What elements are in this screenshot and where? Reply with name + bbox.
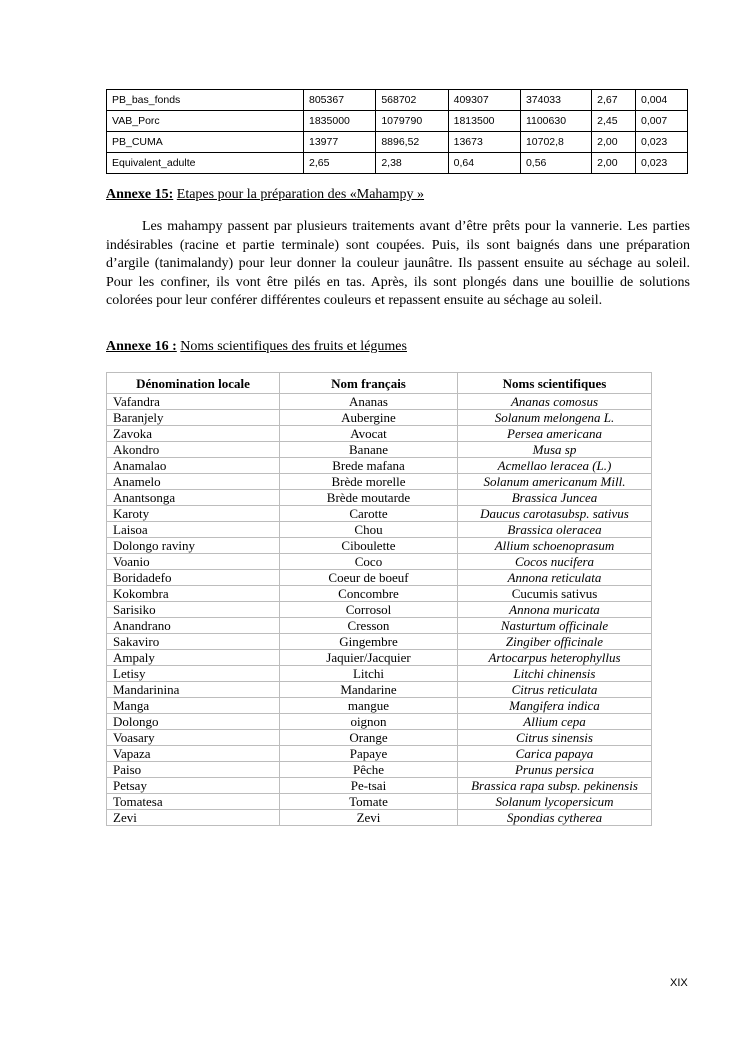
annexe-15-title: Etapes pour la préparation des «Mahampy » bbox=[176, 187, 425, 202]
local-name-cell: Karoty bbox=[107, 506, 280, 522]
table-cell: 568702 bbox=[376, 90, 448, 111]
french-name-cell: Orange bbox=[280, 730, 458, 746]
annexe-15-heading bbox=[106, 187, 424, 203]
table-cell: 2,45 bbox=[592, 111, 636, 132]
french-name-cell: Zevi bbox=[280, 810, 458, 826]
scientific-name-cell: Artocarpus heterophyllus bbox=[458, 650, 652, 666]
local-name-cell: Zavoka bbox=[107, 426, 280, 442]
scientific-name-cell: Prunus persica bbox=[458, 762, 652, 778]
table-row bbox=[107, 554, 652, 570]
annexe-16-label: Annexe 16 : bbox=[106, 339, 177, 354]
scientific-name-cell: Litchi chinensis bbox=[458, 666, 652, 682]
table-row bbox=[107, 618, 652, 634]
table-row bbox=[107, 602, 652, 618]
table-row bbox=[107, 153, 688, 174]
table-row bbox=[107, 132, 688, 153]
table-row bbox=[107, 90, 688, 111]
scientific-name-cell: Mangifera indica bbox=[458, 698, 652, 714]
local-name-cell: Boridadefo bbox=[107, 570, 280, 586]
table-row bbox=[107, 410, 652, 426]
scientific-name-cell: Brassica Juncea bbox=[458, 490, 652, 506]
table-row bbox=[107, 426, 652, 442]
table-cell: 374033 bbox=[520, 90, 591, 111]
table-cell: 2,00 bbox=[592, 132, 636, 153]
table-cell: 1079790 bbox=[376, 111, 448, 132]
french-name-cell: Brède morelle bbox=[280, 474, 458, 490]
table-row bbox=[107, 394, 652, 410]
table-cell: 0,56 bbox=[520, 153, 591, 174]
row-label: Equivalent_adulte bbox=[107, 153, 304, 174]
table-row bbox=[107, 570, 652, 586]
table-cell: 1813500 bbox=[448, 111, 520, 132]
table-row bbox=[107, 666, 652, 682]
french-name-cell: Carotte bbox=[280, 506, 458, 522]
table-row bbox=[107, 474, 652, 490]
scientific-name-cell: Solanum lycopersicum bbox=[458, 794, 652, 810]
table-cell: 2,65 bbox=[304, 153, 376, 174]
scientific-name-cell: Annona muricata bbox=[458, 602, 652, 618]
scientific-name-cell: Brassica rapa subsp. pekinensis bbox=[458, 778, 652, 794]
scientific-name-cell: Solanum americanum Mill. bbox=[458, 474, 652, 490]
annexe-16-title: Noms scientifiques des fruits et légumes bbox=[180, 339, 407, 354]
fruits-vegetables-table bbox=[106, 372, 652, 826]
local-name-cell: Dolongo bbox=[107, 714, 280, 730]
table-row bbox=[107, 490, 652, 506]
row-label: PB_bas_fonds bbox=[107, 90, 304, 111]
scientific-name-cell: Persea americana bbox=[458, 426, 652, 442]
table-row bbox=[107, 682, 652, 698]
local-name-cell: Anandrano bbox=[107, 618, 280, 634]
french-name-cell: Papaye bbox=[280, 746, 458, 762]
table-cell: 0,023 bbox=[635, 153, 687, 174]
annexe-15-label: Annexe 15: bbox=[106, 187, 174, 202]
scientific-name-cell: Cocos nucifera bbox=[458, 554, 652, 570]
french-name-cell: Corrosol bbox=[280, 602, 458, 618]
scientific-name-cell: Annona reticulata bbox=[458, 570, 652, 586]
table-cell: 2,00 bbox=[592, 153, 636, 174]
local-name-cell: Akondro bbox=[107, 442, 280, 458]
scientific-name-cell: Citrus sinensis bbox=[458, 730, 652, 746]
table-cell: 1100630 bbox=[520, 111, 591, 132]
scientific-name-cell: Cucumis sativus bbox=[458, 586, 652, 602]
scientific-name-cell: Solanum melongena L. bbox=[458, 410, 652, 426]
table-cell: 0,64 bbox=[448, 153, 520, 174]
table-row bbox=[107, 538, 652, 554]
local-name-cell: Sarisiko bbox=[107, 602, 280, 618]
french-name-cell: mangue bbox=[280, 698, 458, 714]
table-row bbox=[107, 698, 652, 714]
french-name-cell: Coeur de boeuf bbox=[280, 570, 458, 586]
column-header-local-name: Dénomination locale bbox=[107, 373, 280, 394]
scientific-name-cell: Allium schoenoprasum bbox=[458, 538, 652, 554]
french-name-cell: Ciboulette bbox=[280, 538, 458, 554]
table-cell: 13673 bbox=[448, 132, 520, 153]
french-name-cell: Cresson bbox=[280, 618, 458, 634]
scientific-name-cell: Allium cepa bbox=[458, 714, 652, 730]
local-name-cell: Baranjely bbox=[107, 410, 280, 426]
local-name-cell: Kokombra bbox=[107, 586, 280, 602]
table-cell: 2,67 bbox=[592, 90, 636, 111]
local-name-cell: Voasary bbox=[107, 730, 280, 746]
local-name-cell: Zevi bbox=[107, 810, 280, 826]
local-name-cell: Vafandra bbox=[107, 394, 280, 410]
french-name-cell: oignon bbox=[280, 714, 458, 730]
table-row bbox=[107, 522, 652, 538]
row-label: VAB_Porc bbox=[107, 111, 304, 132]
local-name-cell: Laisoa bbox=[107, 522, 280, 538]
french-name-cell: Gingembre bbox=[280, 634, 458, 650]
table-row bbox=[107, 586, 652, 602]
scientific-name-cell: Daucus carotasubsp. sativus bbox=[458, 506, 652, 522]
french-name-cell: Aubergine bbox=[280, 410, 458, 426]
scientific-name-cell: Zingiber officinale bbox=[458, 634, 652, 650]
local-name-cell: Letisy bbox=[107, 666, 280, 682]
local-name-cell: Tomatesa bbox=[107, 794, 280, 810]
scientific-name-cell: Carica papaya bbox=[458, 746, 652, 762]
table-row bbox=[107, 650, 652, 666]
table-cell: 8896,52 bbox=[376, 132, 448, 153]
scientific-name-cell: Musa sp bbox=[458, 442, 652, 458]
french-name-cell: Banane bbox=[280, 442, 458, 458]
french-name-cell: Mandarine bbox=[280, 682, 458, 698]
page-number: XIX bbox=[670, 977, 688, 989]
local-name-cell: Anantsonga bbox=[107, 490, 280, 506]
scientific-name-cell: Spondias cytherea bbox=[458, 810, 652, 826]
french-name-cell: Concombre bbox=[280, 586, 458, 602]
local-name-cell: Anamalao bbox=[107, 458, 280, 474]
table-header-row bbox=[107, 373, 652, 394]
table-row bbox=[107, 442, 652, 458]
local-name-cell: Anamelo bbox=[107, 474, 280, 490]
french-name-cell: Avocat bbox=[280, 426, 458, 442]
table-cell: 10702,8 bbox=[520, 132, 591, 153]
local-name-cell: Manga bbox=[107, 698, 280, 714]
table-cell: 0,004 bbox=[635, 90, 687, 111]
table-row bbox=[107, 634, 652, 650]
table-row bbox=[107, 810, 652, 826]
scientific-name-cell: Acmellao leracea (L.) bbox=[458, 458, 652, 474]
table-row bbox=[107, 730, 652, 746]
table-row bbox=[107, 794, 652, 810]
table-cell: 409307 bbox=[448, 90, 520, 111]
local-name-cell: Sakaviro bbox=[107, 634, 280, 650]
french-name-cell: Jaquier/Jacquier bbox=[280, 650, 458, 666]
table-row bbox=[107, 506, 652, 522]
table-cell: 13977 bbox=[304, 132, 376, 153]
row-label: PB_CUMA bbox=[107, 132, 304, 153]
local-name-cell: Paiso bbox=[107, 762, 280, 778]
annexe-16-heading bbox=[106, 339, 407, 355]
local-name-cell: Mandarinina bbox=[107, 682, 280, 698]
table-row bbox=[107, 111, 688, 132]
table-row bbox=[107, 714, 652, 730]
local-name-cell: Voanio bbox=[107, 554, 280, 570]
local-name-cell: Vapaza bbox=[107, 746, 280, 762]
french-name-cell: Pêche bbox=[280, 762, 458, 778]
table-row bbox=[107, 778, 652, 794]
table-cell: 1835000 bbox=[304, 111, 376, 132]
scientific-name-cell: Citrus reticulata bbox=[458, 682, 652, 698]
french-name-cell: Ananas bbox=[280, 394, 458, 410]
french-name-cell: Brède moutarde bbox=[280, 490, 458, 506]
column-header-scientific-name: Noms scientifiques bbox=[458, 373, 652, 394]
local-name-cell: Petsay bbox=[107, 778, 280, 794]
table-cell: 0,007 bbox=[635, 111, 687, 132]
french-name-cell: Pe-tsai bbox=[280, 778, 458, 794]
economic-data-table bbox=[106, 89, 688, 174]
scientific-name-cell: Ananas comosus bbox=[458, 394, 652, 410]
annexe-15-paragraph: Les mahampy passent par plusieurs traitements avant d’être prêts pour la vannerie. Les parties indésirables (racine et partie terminale) sont coupées. Puis, ils sont baignés dans une préparation d’argile (tanimalandy) pour leur donner la couleur jaunâtre. Ils passent ensuite au séchage au soleil. Pour les confiner, ils vont être pilés en tas. Après, ils sont plongés dans une bouillie de solutions colorées pour leur conférer différentes couleurs et repassent ensuite au séchage au soleil. bbox=[106, 219, 690, 309]
table-cell: 805367 bbox=[304, 90, 376, 111]
local-name-cell: Dolongo raviny bbox=[107, 538, 280, 554]
french-name-cell: Chou bbox=[280, 522, 458, 538]
french-name-cell: Brede mafana bbox=[280, 458, 458, 474]
french-name-cell: Coco bbox=[280, 554, 458, 570]
table-row bbox=[107, 762, 652, 778]
table-row bbox=[107, 458, 652, 474]
scientific-name-cell: Brassica oleracea bbox=[458, 522, 652, 538]
french-name-cell: Litchi bbox=[280, 666, 458, 682]
local-name-cell: Ampaly bbox=[107, 650, 280, 666]
table-row bbox=[107, 746, 652, 762]
table-cell: 0,023 bbox=[635, 132, 687, 153]
column-header-french-name: Nom français bbox=[280, 373, 458, 394]
scientific-name-cell: Nasturtum officinale bbox=[458, 618, 652, 634]
french-name-cell: Tomate bbox=[280, 794, 458, 810]
table-cell: 2,38 bbox=[376, 153, 448, 174]
